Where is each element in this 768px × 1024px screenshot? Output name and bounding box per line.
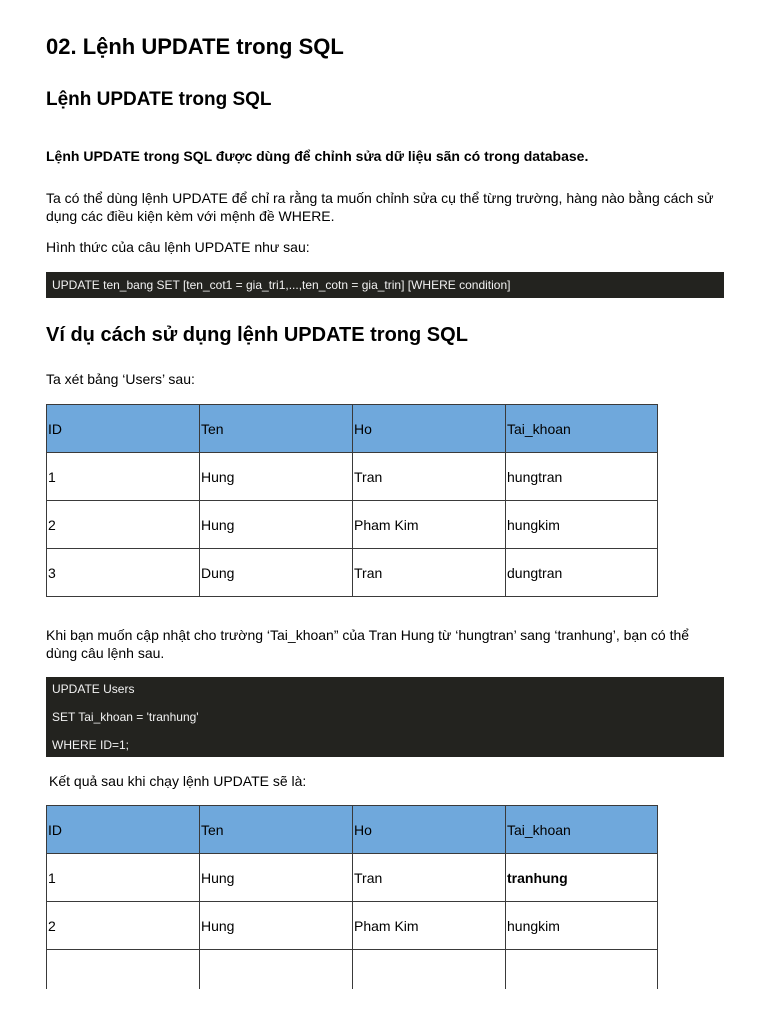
header-cell: ID (47, 806, 200, 854)
table-cell: Hung (200, 902, 353, 950)
code-line: WHERE ID=1; (52, 738, 130, 752)
header-cell: Ho (353, 405, 506, 453)
table-cell: Hung (200, 854, 353, 902)
table-row (47, 950, 658, 990)
header-cell: Tai_khoan (506, 806, 658, 854)
example-heading: Ví dụ cách sử dụng lệnh UPDATE trong SQL (46, 324, 468, 346)
table-cell (506, 950, 658, 990)
table-cell: Pham Kim (353, 902, 506, 950)
header-cell: Ho (353, 806, 506, 854)
syntax-intro: Hình thức của câu lệnh UPDATE như sau: (46, 239, 310, 255)
table-intro: Ta xét bảng ‘Users’ sau: (46, 371, 195, 387)
updated-cell: tranhung (506, 854, 658, 902)
table-cell (353, 950, 506, 990)
table-cell: Tran (353, 453, 506, 501)
update-explanation: Khi bạn muốn cập nhật cho trường ‘Tai_khoan” của Tran Hung từ ‘hungtran’ sang ‘tranhung’, bạn có thể dùng câu lệnh sau. (46, 627, 690, 661)
header-cell: Ten (200, 806, 353, 854)
table-cell: 3 (47, 549, 200, 597)
table-cell: Hung (200, 453, 353, 501)
syntax-code-block: UPDATE ten_bang SET [ten_cot1 = gia_tri1,...,ten_cotn = gia_trin] [WHERE condition] (46, 272, 724, 298)
table-cell: Dung (200, 549, 353, 597)
header-cell: Tai_khoan (506, 405, 658, 453)
table-cell: 1 (47, 453, 200, 501)
table-cell: 2 (47, 902, 200, 950)
result-intro: Kết quả sau khi chạy lệnh UPDATE sẽ là: (49, 773, 307, 789)
table-cell: Tran (353, 854, 506, 902)
table-cell: Pham Kim (353, 501, 506, 549)
table-cell: Tran (353, 549, 506, 597)
header-cell: ID (47, 405, 200, 453)
code-line: UPDATE Users (52, 682, 135, 696)
table-cell: dungtran (506, 549, 658, 597)
result-table (46, 805, 658, 989)
table-cell (200, 950, 353, 990)
table-row (47, 854, 658, 902)
lead-paragraph: Lệnh UPDATE trong SQL được dùng để chỉnh sửa dữ liệu sãn có trong database. (46, 148, 589, 164)
table-cell: hungkim (506, 501, 658, 549)
table-cell (47, 950, 200, 990)
section-heading: Lệnh UPDATE trong SQL (46, 89, 272, 110)
code-line: SET Tai_khoan = 'tranhung' (52, 710, 199, 724)
header-cell: Ten (200, 405, 353, 453)
table-cell: Hung (200, 501, 353, 549)
intro-paragraph: Ta có thể dùng lệnh UPDATE để chỉ ra rằng ta muốn chỉnh sửa cụ thể từng trường, hàng nào bằng cách sử dụng các điều kiện kèm với mệnh đề WHERE. (46, 190, 714, 224)
table-cell: hungkim (506, 902, 658, 950)
table-cell: 1 (47, 854, 200, 902)
table-cell: 2 (47, 501, 200, 549)
page-title: 02. Lệnh UPDATE trong SQL (46, 34, 344, 59)
result-table-clip (46, 0, 724, 989)
table-row (47, 902, 658, 950)
table-header-row (47, 806, 658, 854)
table-cell: hungtran (506, 453, 658, 501)
